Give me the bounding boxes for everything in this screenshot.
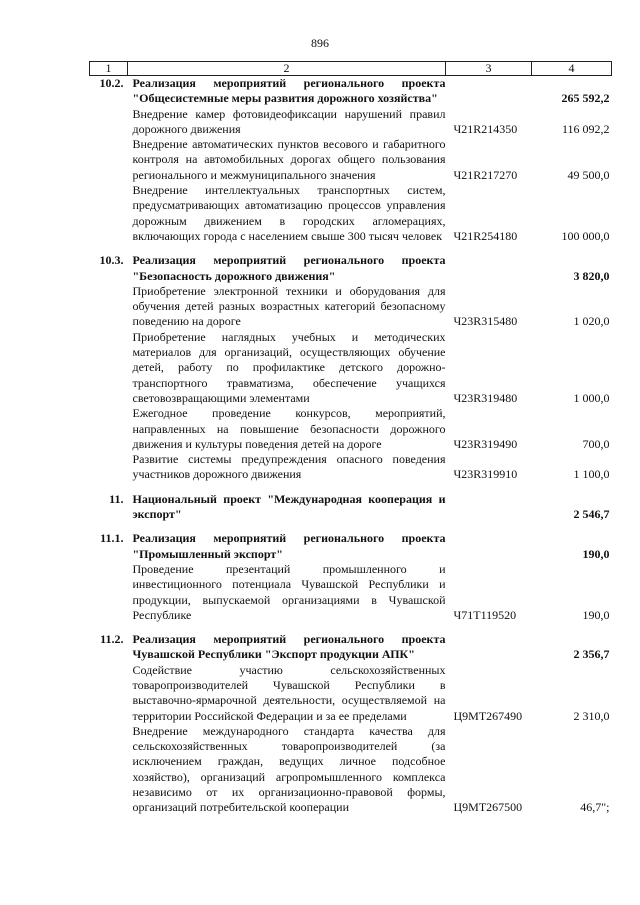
empty-cell <box>90 452 128 483</box>
column-header: 4 <box>532 62 612 76</box>
section-code <box>446 632 532 663</box>
section-title: Реализация мероприятий регионального проекта "Безопасность дорожного движения" <box>132 253 446 283</box>
section-title: Реализация мероприятий регионального проекта "Общесистемные меры развития дорожного хозяйства" <box>132 76 446 106</box>
column-header: 3 <box>446 62 532 76</box>
section-number: 11.1. <box>100 531 124 546</box>
item-description: Внедрение интеллектуальных транспортных систем, предусматривающих автоматизацию процессов управления дорожным движением в городских агломерациях, включающих города с населением свыше 300 тысяч человек <box>132 183 446 243</box>
section-code <box>446 253 532 284</box>
section-row <box>90 253 612 284</box>
empty-cell <box>90 137 128 183</box>
table-row <box>90 562 612 623</box>
table-header-row <box>90 62 612 76</box>
item-description: Содействие участию сельскохозяйственных товаропроизводителей Чувашской Республики в выставочно-ярмарочной деятельности, осуществляемой на территории Российской Федерации и за ее пределами <box>132 662 446 723</box>
item-description: Развитие системы предупреждения опасного поведения участников дорожного движения <box>132 452 446 482</box>
table-row <box>90 406 612 452</box>
section-spacer <box>90 522 612 531</box>
item-amount: 700,0 <box>582 436 610 451</box>
table-row <box>90 663 612 724</box>
item-amount: 1 000,0 <box>573 390 610 405</box>
section-total: 2 356,7 <box>573 647 610 662</box>
section-spacer <box>90 483 612 492</box>
section-number: 10.3. <box>99 253 124 268</box>
item-description: Проведение презентаций промышленного и инвестиционного потенциала Чувашской Республики и продукции, выпускаемой организациями в Чувашской Республике <box>132 561 446 622</box>
spacer-cell <box>90 522 128 531</box>
spacer-cell <box>128 522 446 531</box>
spacer-cell <box>446 623 532 632</box>
column-header: 1 <box>90 62 128 76</box>
spacer-cell <box>446 522 532 531</box>
empty-cell <box>90 562 128 623</box>
section-number: 10.2. <box>99 76 124 90</box>
section-number: 11. <box>109 491 124 506</box>
empty-cell <box>90 724 128 816</box>
spacer-cell <box>90 623 128 632</box>
item-code: Ч23R315480 <box>453 314 518 329</box>
item-code: Ч23R319490 <box>453 436 518 451</box>
item-description: Приобретение электронной техники и оборудования для обучения детей разных возрастных категорий безопасному поведению на дороге <box>132 283 446 329</box>
item-amount: 2 310,0 <box>573 708 610 723</box>
table-row <box>90 724 612 816</box>
spacer-cell <box>128 483 446 492</box>
page-number: 896 <box>311 36 329 50</box>
item-description: Внедрение камер фотовидеофиксации нарушений правил дорожного движения <box>132 106 446 136</box>
table-row <box>90 330 612 406</box>
item-amount: 46,7"; <box>580 800 610 815</box>
item-code: Ч71Т119520 <box>453 607 517 622</box>
section-title: Национальный проект "Международная кооперация и экспорт" <box>132 491 446 522</box>
item-code: Ч23R319480 <box>453 390 518 405</box>
empty-cell <box>90 107 128 138</box>
item-description: Ежегодное проведение конкурсов, мероприятий, направленных на повышение безопасности дорожного движения и культуры поведения детей на дороге <box>132 406 446 451</box>
section-total: 190,0 <box>582 546 610 561</box>
spacer-cell <box>446 244 532 253</box>
spacer-cell <box>128 623 446 632</box>
item-code: Ч21R217270 <box>453 167 518 182</box>
spacer-cell <box>532 483 612 492</box>
spacer-cell <box>532 522 612 531</box>
spacer-cell <box>90 483 128 492</box>
item-code: Ч21R214350 <box>453 121 518 136</box>
item-amount: 100 000,0 <box>561 228 610 243</box>
item-description: Внедрение международного стандарта качества для сельскохозяйственных товаропроизводителей (за исключением граждан, ведущих личное подсобное хозяйство), организаций агропромышленного комплекса независимо от их организационно-правовой формы, организаций потребительской кооперации <box>132 723 446 815</box>
empty-cell <box>90 663 128 724</box>
item-code: Ч23R319910 <box>453 467 518 482</box>
item-amount: 190,0 <box>582 607 610 622</box>
item-amount: 116 092,2 <box>561 121 610 136</box>
section-row <box>90 531 612 562</box>
budget-table <box>89 61 612 816</box>
item-code: Ц9МТ267500 <box>453 800 523 815</box>
section-row <box>90 632 612 663</box>
item-code: Ц9МТ267490 <box>453 708 523 723</box>
section-total: 2 546,7 <box>573 507 610 522</box>
item-description: Внедрение автоматических пунктов весового и габаритного контроля на автомобильных дорогах общего пользования регионального и межмуниципального значения <box>132 137 446 182</box>
spacer-cell <box>446 483 532 492</box>
section-spacer <box>90 244 612 253</box>
section-number: 11.2. <box>100 632 124 647</box>
item-amount: 1 020,0 <box>573 314 610 329</box>
spacer-cell <box>532 623 612 632</box>
table-row <box>90 107 612 138</box>
empty-cell <box>90 183 128 244</box>
spacer-cell <box>128 244 446 253</box>
section-total: 265 592,2 <box>561 91 610 106</box>
section-spacer <box>90 623 612 632</box>
section-code <box>446 531 532 562</box>
section-row <box>90 492 612 523</box>
section-code <box>446 492 532 523</box>
item-amount: 1 100,0 <box>573 467 610 482</box>
empty-cell <box>90 406 128 452</box>
section-total: 3 820,0 <box>573 268 610 283</box>
section-code <box>446 76 532 107</box>
table-row <box>90 284 612 330</box>
spacer-cell <box>532 244 612 253</box>
item-description: Приобретение наглядных учебных и методических материалов для организаций, осуществляющих обучение детей, работу по профилактике детского дорожно-транспортного травматизма, обеспечение учащихся световозвращающими элементами <box>132 329 446 405</box>
table-row <box>90 137 612 183</box>
empty-cell <box>90 284 128 330</box>
empty-cell <box>90 330 128 406</box>
spacer-cell <box>90 244 128 253</box>
table-row <box>90 452 612 483</box>
section-title: Реализация мероприятий регионального проекта Чувашской Республики "Экспорт продукции АПК" <box>132 632 446 662</box>
item-amount: 49 500,0 <box>567 167 610 182</box>
section-row <box>90 76 612 107</box>
table-row <box>90 183 612 244</box>
column-header: 2 <box>128 62 446 76</box>
item-code: Ч21R254180 <box>453 228 518 243</box>
section-title: Реализация мероприятий регионального проекта "Промышленный экспорт" <box>132 531 446 561</box>
